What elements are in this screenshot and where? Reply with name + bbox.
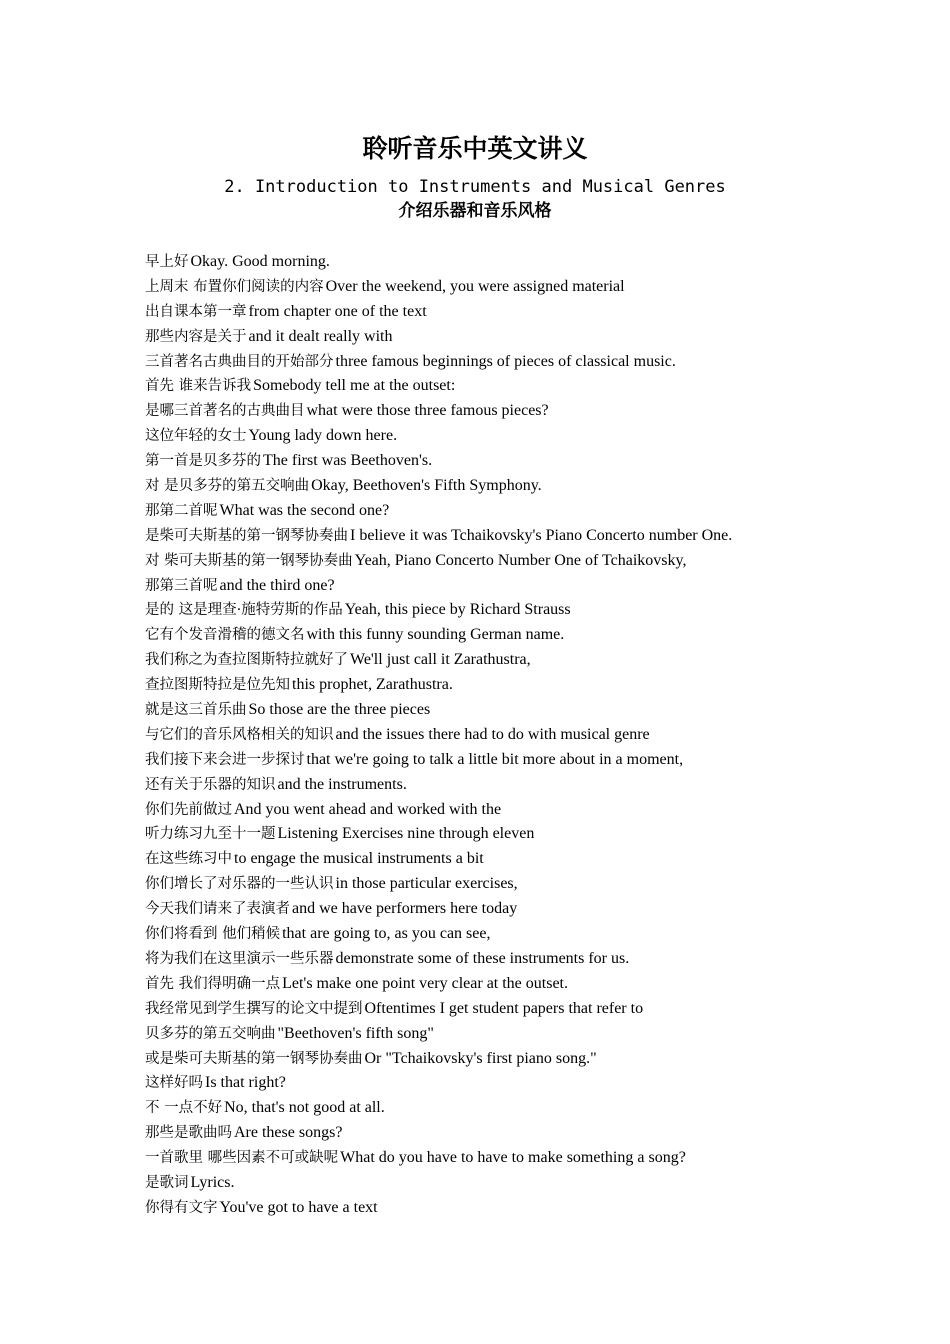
transcript-line <box>145 698 905 723</box>
transcript-line <box>145 997 905 1022</box>
english-text: Or "Tchaikovsky's first piano song." <box>364 1049 597 1067</box>
chinese-text: 对 柴可夫斯基的第一钢琴协奏曲 <box>145 552 353 569</box>
chinese-text: 那第三首呢 <box>145 577 218 594</box>
transcript-line <box>145 399 905 424</box>
transcript-line <box>145 1096 905 1121</box>
english-text: Are these songs? <box>234 1124 343 1142</box>
english-text: Let's make one point very clear at the outset. <box>282 974 568 992</box>
english-text: Is that right? <box>205 1074 286 1092</box>
chinese-text: 你得有文字 <box>145 1199 218 1216</box>
transcript-line <box>145 1196 905 1221</box>
transcript-line <box>145 424 905 449</box>
transcript-line <box>145 623 905 648</box>
transcript-line <box>145 872 905 897</box>
transcript-line <box>145 847 905 872</box>
english-text: with this funny sounding German name. <box>306 626 565 644</box>
chinese-text: 是歌词 <box>145 1174 189 1191</box>
transcript-line <box>145 574 905 599</box>
chinese-text: 出自课本第一章 <box>145 303 247 320</box>
chinese-text: 就是这三首乐曲 <box>145 702 247 719</box>
chinese-text: 是柴可夫斯基的第一钢琴协奏曲 <box>145 527 348 544</box>
chinese-text: 我经常见到学生撰写的论文中提到 <box>145 1000 363 1017</box>
transcript-line <box>145 748 905 773</box>
chinese-text: 第一首是贝多芬的 <box>145 453 261 470</box>
transcript-line <box>145 947 905 972</box>
transcript-line <box>145 350 905 375</box>
english-text: Listening Exercises nine through eleven <box>277 825 535 843</box>
lecture-subtitle-english: 2. Introduction to Instruments and Musical Genres <box>224 177 726 197</box>
chinese-text: 首先 谁来告诉我 <box>145 378 252 395</box>
chinese-text: 我们称之为查拉图斯特拉就好了 <box>145 652 348 669</box>
english-text: Lyrics. <box>190 1173 235 1191</box>
transcript-line <box>145 648 905 673</box>
english-text: "Beethoven's fifth song" <box>277 1024 434 1042</box>
transcript-line <box>145 1047 905 1072</box>
transcript-line <box>145 549 905 574</box>
chinese-text: 是的 这是理查·施特劳斯的作品 <box>145 602 343 619</box>
transcript-line <box>145 773 905 798</box>
transcript-line <box>145 673 905 698</box>
chinese-text: 那第二首呢 <box>145 502 218 519</box>
transcript-line <box>145 1146 905 1171</box>
chinese-text: 与它们的音乐风格相关的知识 <box>145 726 334 743</box>
transcript-line <box>145 897 905 922</box>
transcript-line <box>145 325 905 350</box>
transcript-line <box>145 499 905 524</box>
chinese-text: 听力练习九至十一题 <box>145 826 276 843</box>
chinese-text: 你们将看到 他们稍候 <box>145 926 281 943</box>
transcript-line <box>145 250 905 275</box>
english-text: to engage the musical instruments a bit <box>234 850 484 868</box>
chinese-text: 你们增长了对乐器的一些认识 <box>145 876 334 893</box>
english-text: What was the second one? <box>219 501 390 519</box>
chinese-text: 在这些练习中 <box>145 851 232 868</box>
transcript-line <box>145 1171 905 1196</box>
english-text: from chapter one of the text <box>248 302 427 320</box>
english-text: You've got to have a text <box>219 1198 378 1216</box>
english-text: this prophet, Zarathustra. <box>292 676 453 694</box>
chinese-text: 那些内容是关于 <box>145 328 247 345</box>
english-text: and the issues there had to do with musical genre <box>335 725 650 743</box>
english-text: three famous beginnings of pieces of classical music. <box>335 352 676 370</box>
transcript-line <box>145 798 905 823</box>
english-text: I believe it was Tchaikovsky's Piano Concerto number One. <box>350 526 733 544</box>
transcript-line <box>145 1022 905 1047</box>
english-text: Somebody tell me at the outset: <box>253 377 456 395</box>
chinese-text: 不 一点不好 <box>145 1100 223 1117</box>
chinese-text: 还有关于乐器的知识 <box>145 776 276 793</box>
chinese-text: 这位年轻的女士 <box>145 428 247 445</box>
chinese-text: 今天我们请来了表演者 <box>145 901 290 918</box>
english-text: what were those three famous pieces? <box>306 402 549 420</box>
chinese-text: 查拉图斯特拉是位先知 <box>145 677 290 694</box>
transcript-line <box>145 1121 905 1146</box>
transcript-line <box>145 449 905 474</box>
english-text: demonstrate some of these instruments for us. <box>335 949 630 967</box>
transcript-line <box>145 524 905 549</box>
english-text: So those are the three pieces <box>248 701 431 719</box>
english-text: We'll just call it Zarathustra, <box>350 651 531 669</box>
english-text: The first was Beethoven's. <box>263 452 433 470</box>
chinese-text: 你们先前做过 <box>145 801 232 818</box>
transcript-line <box>145 822 905 847</box>
english-text: that we're going to talk a little bit more about in a moment, <box>306 750 684 768</box>
english-text: Yeah, Piano Concerto Number One of Tchaikovsky, <box>354 551 687 569</box>
chinese-text: 将为我们在这里演示一些乐器 <box>145 950 334 967</box>
chinese-text: 这样好吗 <box>145 1075 203 1092</box>
lecture-subtitle-chinese: 介绍乐器和音乐风格 <box>398 201 552 221</box>
transcript-line <box>145 275 905 300</box>
chinese-text: 首先 我们得明确一点 <box>145 975 281 992</box>
english-text: Oftentimes I get student papers that refer to <box>364 999 644 1017</box>
english-text: and we have performers here today <box>292 900 518 918</box>
english-text: Young lady down here. <box>248 427 398 445</box>
english-text: in those particular exercises, <box>335 875 518 893</box>
chinese-text: 一首歌里 哪些因素不可或缺呢 <box>145 1150 339 1167</box>
chinese-text: 三首著名古典曲目的开始部分 <box>145 353 334 370</box>
transcript-line <box>145 972 905 997</box>
english-text: And you went ahead and worked with the <box>234 800 502 818</box>
english-text: No, that's not good at all. <box>224 1099 385 1117</box>
transcript-line <box>145 922 905 947</box>
english-text: Yeah, this piece by Richard Strauss <box>344 601 571 619</box>
english-text: and the third one? <box>219 576 335 594</box>
transcript-line <box>145 723 905 748</box>
chinese-text: 那些是歌曲吗 <box>145 1125 232 1142</box>
transcript-list <box>145 250 905 1221</box>
english-text: that are going to, as you can see, <box>282 925 491 943</box>
chinese-text: 我们接下来会进一步探讨 <box>145 751 305 768</box>
transcript-line <box>145 474 905 499</box>
document-title: 聆听音乐中英文讲义 <box>362 134 588 163</box>
chinese-text: 或是柴可夫斯基的第一钢琴协奏曲 <box>145 1050 363 1067</box>
chinese-text: 是哪三首著名的古典曲目 <box>145 403 305 420</box>
transcript-line <box>145 598 905 623</box>
english-text: Okay. Good morning. <box>190 253 330 270</box>
english-text: What do you have to have to make something a song? <box>340 1149 686 1167</box>
chinese-text: 贝多芬的第五交响曲 <box>145 1025 276 1042</box>
transcript-line <box>145 374 905 399</box>
transcript-line <box>145 1071 905 1096</box>
chinese-text: 上周末 布置你们阅读的内容 <box>145 278 324 295</box>
english-text: and it dealt really with <box>248 327 393 345</box>
english-text: Okay, Beethoven's Fifth Symphony. <box>311 477 542 495</box>
chinese-text: 早上好 <box>145 254 189 270</box>
chinese-text: 对 是贝多芬的第五交响曲 <box>145 478 310 495</box>
english-text: Over the weekend, you were assigned material <box>325 277 625 295</box>
english-text: and the instruments. <box>277 775 407 793</box>
transcript-line <box>145 300 905 325</box>
chinese-text: 它有个发音滑稽的德文名 <box>145 627 305 644</box>
